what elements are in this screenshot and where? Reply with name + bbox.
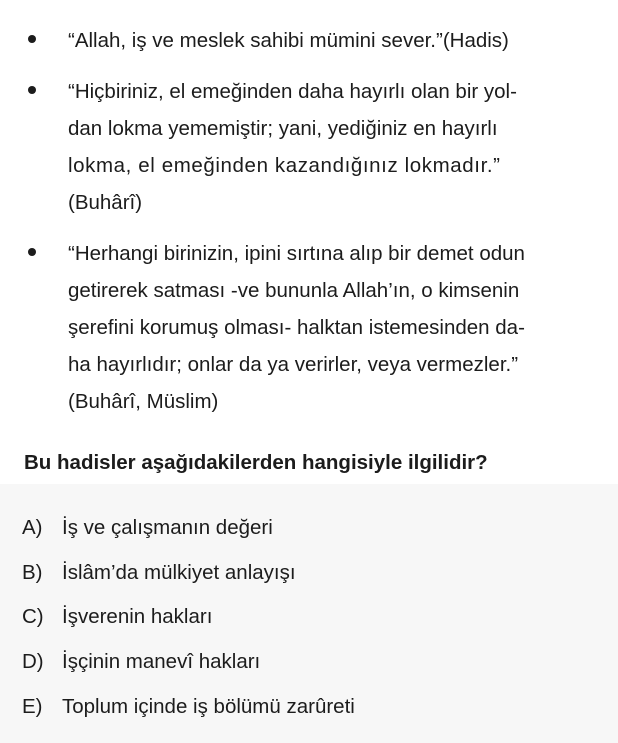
hadith-line: (Buhârî, Müslim) — [68, 390, 219, 413]
option-letter: A) — [22, 516, 43, 539]
option-letter: D) — [22, 650, 44, 673]
hadith-line: şerefini korumuş olması- halktan istemesinden da- — [68, 316, 525, 339]
option-d[interactable] — [22, 644, 260, 680]
hadith-line: “Hiçbiriniz, el emeğinden daha hayırlı olan bir yol- — [68, 80, 517, 103]
bullet-icon — [28, 86, 36, 94]
option-letter: C) — [22, 605, 44, 628]
option-letter: E) — [22, 695, 43, 718]
hadith-line: dan lokma yememiştir; yani, yediğiniz en hayırlı — [68, 117, 498, 140]
options-section — [0, 484, 618, 743]
option-text: Toplum içinde iş bölümü zarûreti — [62, 695, 355, 718]
option-e[interactable] — [22, 689, 355, 725]
option-c[interactable] — [22, 599, 212, 635]
question-text: Bu hadisler aşağıdakilerden hangisiyle ilgilidir? — [24, 451, 488, 474]
hadith-line: ha hayırlıdır; onlar da ya verirler, veya vermezler.” — [68, 353, 519, 376]
hadith-line: “Herhangi birinizin, ipini sırtına alıp bir demet odun — [68, 242, 525, 265]
option-letter: B) — [22, 561, 43, 584]
option-a[interactable] — [22, 510, 273, 546]
option-text: İşçinin manevî hakları — [62, 650, 261, 673]
bullet-icon — [28, 35, 36, 43]
hadith-line: getirerek satması -ve bununla Allah’ın, o kimsenin — [68, 279, 520, 302]
hadith-line: “Allah, iş ve meslek sahibi mümini sever.”(Hadis) — [68, 29, 509, 52]
option-text: İslâm’da mülkiyet anlayışı — [62, 561, 296, 584]
hadith-line: lokma, el emeğinden kazandığınız lokmadır.” — [68, 154, 501, 177]
option-text: İşverenin hakları — [62, 605, 213, 628]
option-b[interactable] — [22, 555, 296, 591]
option-text: İş ve çalışmanın değeri — [62, 516, 273, 539]
bullet-icon — [28, 248, 36, 256]
hadith-line: (Buhârî) — [68, 191, 143, 214]
